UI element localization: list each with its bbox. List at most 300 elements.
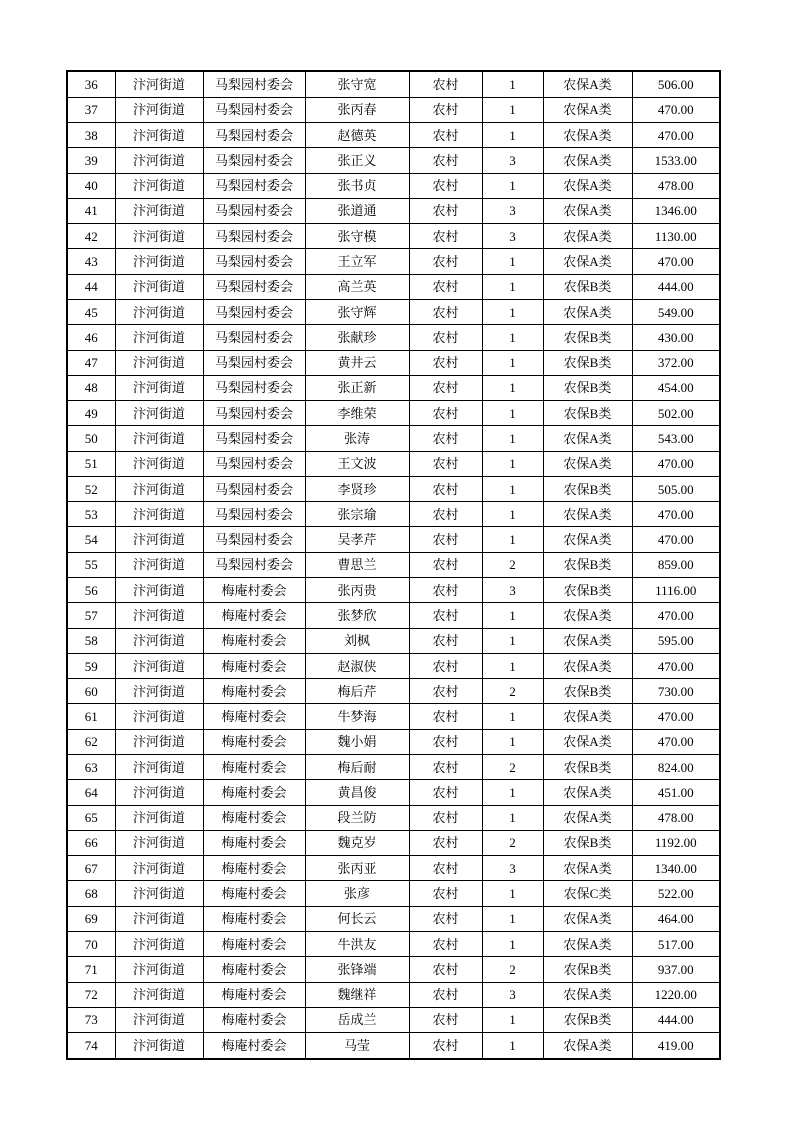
cell-insurance-category: 农保B类 bbox=[543, 552, 632, 577]
cell-row-number: 38 bbox=[67, 122, 115, 147]
cell-residence-type: 农村 bbox=[409, 71, 482, 97]
cell-person-name: 张正义 bbox=[305, 148, 409, 173]
cell-village-committee: 梅庵村委会 bbox=[203, 603, 305, 628]
table-row bbox=[67, 653, 720, 678]
cell-amount: 824.00 bbox=[632, 755, 720, 780]
table-row bbox=[67, 755, 720, 780]
cell-insurance-category: 农保A类 bbox=[543, 906, 632, 931]
cell-row-number: 44 bbox=[67, 274, 115, 299]
table-row bbox=[67, 957, 720, 982]
cell-person-name: 吴孝芹 bbox=[305, 527, 409, 552]
cell-village-committee: 马梨园村委会 bbox=[203, 173, 305, 198]
cell-village-committee: 马梨园村委会 bbox=[203, 299, 305, 324]
cell-person-name: 魏克岁 bbox=[305, 830, 409, 855]
cell-person-name: 梅后耐 bbox=[305, 755, 409, 780]
cell-village-committee: 马梨园村委会 bbox=[203, 198, 305, 223]
cell-street: 汴河街道 bbox=[115, 729, 203, 754]
cell-amount: 470.00 bbox=[632, 729, 720, 754]
table-row bbox=[67, 1033, 720, 1059]
cell-amount: 730.00 bbox=[632, 679, 720, 704]
table-row bbox=[67, 401, 720, 426]
cell-person-name: 张正新 bbox=[305, 375, 409, 400]
cell-row-number: 39 bbox=[67, 148, 115, 173]
cell-village-committee: 梅庵村委会 bbox=[203, 704, 305, 729]
cell-person-name: 魏继祥 bbox=[305, 982, 409, 1007]
cell-residence-type: 农村 bbox=[409, 729, 482, 754]
cell-insurance-category: 农保A类 bbox=[543, 780, 632, 805]
cell-village-committee: 梅庵村委会 bbox=[203, 780, 305, 805]
cell-village-committee: 梅庵村委会 bbox=[203, 578, 305, 603]
cell-insurance-category: 农保A类 bbox=[543, 1033, 632, 1059]
cell-residence-type: 农村 bbox=[409, 299, 482, 324]
cell-insurance-category: 农保A类 bbox=[543, 856, 632, 881]
cell-village-committee: 马梨园村委会 bbox=[203, 148, 305, 173]
cell-insurance-category: 农保A类 bbox=[543, 426, 632, 451]
cell-person-name: 牛洪友 bbox=[305, 931, 409, 956]
cell-person-count: 1 bbox=[482, 122, 543, 147]
table-row bbox=[67, 173, 720, 198]
cell-insurance-category: 农保A类 bbox=[543, 299, 632, 324]
cell-person-name: 张守辉 bbox=[305, 299, 409, 324]
cell-street: 汴河街道 bbox=[115, 755, 203, 780]
cell-insurance-category: 农保A类 bbox=[543, 653, 632, 678]
cell-person-count: 1 bbox=[482, 704, 543, 729]
cell-person-count: 1 bbox=[482, 780, 543, 805]
cell-person-name: 张书贞 bbox=[305, 173, 409, 198]
cell-village-committee: 马梨园村委会 bbox=[203, 426, 305, 451]
cell-person-name: 张守宽 bbox=[305, 71, 409, 97]
cell-row-number: 40 bbox=[67, 173, 115, 198]
table-row bbox=[67, 881, 720, 906]
cell-residence-type: 农村 bbox=[409, 148, 482, 173]
cell-person-count: 1 bbox=[482, 401, 543, 426]
cell-person-count: 1 bbox=[482, 97, 543, 122]
cell-residence-type: 农村 bbox=[409, 679, 482, 704]
cell-village-committee: 马梨园村委会 bbox=[203, 224, 305, 249]
cell-residence-type: 农村 bbox=[409, 881, 482, 906]
cell-village-committee: 梅庵村委会 bbox=[203, 1007, 305, 1032]
cell-street: 汴河街道 bbox=[115, 375, 203, 400]
cell-residence-type: 农村 bbox=[409, 97, 482, 122]
cell-amount: 502.00 bbox=[632, 401, 720, 426]
cell-street: 汴河街道 bbox=[115, 325, 203, 350]
cell-residence-type: 农村 bbox=[409, 805, 482, 830]
cell-residence-type: 农村 bbox=[409, 198, 482, 223]
cell-street: 汴河街道 bbox=[115, 299, 203, 324]
cell-person-name: 张涛 bbox=[305, 426, 409, 451]
cell-insurance-category: 农保A类 bbox=[543, 931, 632, 956]
cell-village-committee: 梅庵村委会 bbox=[203, 729, 305, 754]
table-row bbox=[67, 375, 720, 400]
cell-person-count: 1 bbox=[482, 375, 543, 400]
cell-row-number: 52 bbox=[67, 476, 115, 501]
cell-residence-type: 农村 bbox=[409, 122, 482, 147]
cell-residence-type: 农村 bbox=[409, 552, 482, 577]
cell-person-count: 1 bbox=[482, 628, 543, 653]
cell-person-count: 1 bbox=[482, 805, 543, 830]
cell-person-name: 王文波 bbox=[305, 451, 409, 476]
cell-amount: 517.00 bbox=[632, 931, 720, 956]
cell-row-number: 60 bbox=[67, 679, 115, 704]
cell-insurance-category: 农保A类 bbox=[543, 729, 632, 754]
cell-row-number: 59 bbox=[67, 653, 115, 678]
cell-insurance-category: 农保A类 bbox=[543, 173, 632, 198]
cell-row-number: 61 bbox=[67, 704, 115, 729]
cell-amount: 470.00 bbox=[632, 527, 720, 552]
cell-village-committee: 马梨园村委会 bbox=[203, 325, 305, 350]
table-row bbox=[67, 148, 720, 173]
cell-insurance-category: 农保C类 bbox=[543, 881, 632, 906]
cell-person-count: 1 bbox=[482, 71, 543, 97]
cell-row-number: 63 bbox=[67, 755, 115, 780]
cell-row-number: 37 bbox=[67, 97, 115, 122]
cell-amount: 451.00 bbox=[632, 780, 720, 805]
cell-person-count: 1 bbox=[482, 173, 543, 198]
table-row bbox=[67, 224, 720, 249]
cell-row-number: 62 bbox=[67, 729, 115, 754]
cell-residence-type: 农村 bbox=[409, 502, 482, 527]
cell-village-committee: 梅庵村委会 bbox=[203, 906, 305, 931]
cell-insurance-category: 农保A类 bbox=[543, 704, 632, 729]
cell-street: 汴河街道 bbox=[115, 97, 203, 122]
cell-person-count: 1 bbox=[482, 274, 543, 299]
table-row bbox=[67, 97, 720, 122]
cell-residence-type: 农村 bbox=[409, 704, 482, 729]
cell-street: 汴河街道 bbox=[115, 476, 203, 501]
cell-insurance-category: 农保B类 bbox=[543, 1007, 632, 1032]
cell-village-committee: 梅庵村委会 bbox=[203, 1033, 305, 1059]
cell-person-count: 1 bbox=[482, 325, 543, 350]
cell-street: 汴河街道 bbox=[115, 931, 203, 956]
cell-amount: 419.00 bbox=[632, 1033, 720, 1059]
cell-row-number: 42 bbox=[67, 224, 115, 249]
cell-village-committee: 马梨园村委会 bbox=[203, 401, 305, 426]
table-row bbox=[67, 729, 720, 754]
cell-amount: 1220.00 bbox=[632, 982, 720, 1007]
table-row bbox=[67, 451, 720, 476]
cell-insurance-category: 农保B类 bbox=[543, 350, 632, 375]
cell-person-count: 1 bbox=[482, 603, 543, 628]
cell-village-committee: 马梨园村委会 bbox=[203, 552, 305, 577]
table-row bbox=[67, 679, 720, 704]
cell-person-count: 1 bbox=[482, 451, 543, 476]
cell-residence-type: 农村 bbox=[409, 1007, 482, 1032]
cell-residence-type: 农村 bbox=[409, 375, 482, 400]
cell-residence-type: 农村 bbox=[409, 249, 482, 274]
cell-residence-type: 农村 bbox=[409, 755, 482, 780]
cell-row-number: 64 bbox=[67, 780, 115, 805]
cell-person-count: 1 bbox=[482, 476, 543, 501]
cell-insurance-category: 农保B类 bbox=[543, 401, 632, 426]
cell-residence-type: 农村 bbox=[409, 856, 482, 881]
cell-street: 汴河街道 bbox=[115, 578, 203, 603]
cell-row-number: 43 bbox=[67, 249, 115, 274]
cell-street: 汴河街道 bbox=[115, 628, 203, 653]
cell-insurance-category: 农保B类 bbox=[543, 755, 632, 780]
table-row bbox=[67, 906, 720, 931]
cell-person-name: 张守模 bbox=[305, 224, 409, 249]
cell-village-committee: 马梨园村委会 bbox=[203, 274, 305, 299]
cell-street: 汴河街道 bbox=[115, 906, 203, 931]
cell-person-name: 高兰英 bbox=[305, 274, 409, 299]
cell-person-name: 黄昌俊 bbox=[305, 780, 409, 805]
cell-person-name: 张宗瑜 bbox=[305, 502, 409, 527]
cell-person-count: 1 bbox=[482, 881, 543, 906]
cell-amount: 1340.00 bbox=[632, 856, 720, 881]
cell-insurance-category: 农保B类 bbox=[543, 325, 632, 350]
cell-row-number: 41 bbox=[67, 198, 115, 223]
cell-residence-type: 农村 bbox=[409, 830, 482, 855]
cell-person-name: 段兰防 bbox=[305, 805, 409, 830]
cell-residence-type: 农村 bbox=[409, 401, 482, 426]
table-row bbox=[67, 426, 720, 451]
cell-row-number: 71 bbox=[67, 957, 115, 982]
cell-village-committee: 梅庵村委会 bbox=[203, 679, 305, 704]
cell-amount: 1533.00 bbox=[632, 148, 720, 173]
cell-village-committee: 马梨园村委会 bbox=[203, 476, 305, 501]
cell-street: 汴河街道 bbox=[115, 982, 203, 1007]
cell-person-count: 3 bbox=[482, 224, 543, 249]
cell-street: 汴河街道 bbox=[115, 881, 203, 906]
cell-village-committee: 梅庵村委会 bbox=[203, 881, 305, 906]
cell-street: 汴河街道 bbox=[115, 653, 203, 678]
cell-insurance-category: 农保A类 bbox=[543, 97, 632, 122]
cell-insurance-category: 农保B类 bbox=[543, 578, 632, 603]
cell-residence-type: 农村 bbox=[409, 350, 482, 375]
cell-person-name: 张彦 bbox=[305, 881, 409, 906]
cell-person-name: 张丙亚 bbox=[305, 856, 409, 881]
table-row bbox=[67, 476, 720, 501]
cell-village-committee: 马梨园村委会 bbox=[203, 249, 305, 274]
cell-row-number: 55 bbox=[67, 552, 115, 577]
cell-village-committee: 梅庵村委会 bbox=[203, 830, 305, 855]
cell-village-committee: 梅庵村委会 bbox=[203, 931, 305, 956]
cell-amount: 1116.00 bbox=[632, 578, 720, 603]
cell-row-number: 74 bbox=[67, 1033, 115, 1059]
cell-insurance-category: 农保A类 bbox=[543, 451, 632, 476]
cell-street: 汴河街道 bbox=[115, 856, 203, 881]
cell-person-count: 3 bbox=[482, 578, 543, 603]
cell-amount: 478.00 bbox=[632, 173, 720, 198]
cell-person-count: 2 bbox=[482, 957, 543, 982]
cell-street: 汴河街道 bbox=[115, 603, 203, 628]
cell-village-committee: 马梨园村委会 bbox=[203, 375, 305, 400]
cell-insurance-category: 农保A类 bbox=[543, 198, 632, 223]
cell-insurance-category: 农保A类 bbox=[543, 603, 632, 628]
cell-person-count: 3 bbox=[482, 148, 543, 173]
cell-street: 汴河街道 bbox=[115, 1007, 203, 1032]
cell-village-committee: 马梨园村委会 bbox=[203, 502, 305, 527]
cell-village-committee: 马梨园村委会 bbox=[203, 97, 305, 122]
table-row bbox=[67, 704, 720, 729]
cell-amount: 470.00 bbox=[632, 603, 720, 628]
cell-person-name: 李贤珍 bbox=[305, 476, 409, 501]
table-row bbox=[67, 628, 720, 653]
cell-person-count: 3 bbox=[482, 198, 543, 223]
cell-person-count: 1 bbox=[482, 249, 543, 274]
cell-amount: 543.00 bbox=[632, 426, 720, 451]
table-row bbox=[67, 856, 720, 881]
cell-insurance-category: 农保A类 bbox=[543, 805, 632, 830]
cell-person-count: 1 bbox=[482, 502, 543, 527]
cell-amount: 430.00 bbox=[632, 325, 720, 350]
cell-row-number: 47 bbox=[67, 350, 115, 375]
cell-person-name: 岳成兰 bbox=[305, 1007, 409, 1032]
cell-residence-type: 农村 bbox=[409, 451, 482, 476]
cell-amount: 470.00 bbox=[632, 451, 720, 476]
cell-amount: 470.00 bbox=[632, 502, 720, 527]
cell-street: 汴河街道 bbox=[115, 502, 203, 527]
cell-residence-type: 农村 bbox=[409, 426, 482, 451]
cell-amount: 1192.00 bbox=[632, 830, 720, 855]
cell-street: 汴河街道 bbox=[115, 401, 203, 426]
cell-person-name: 张丙贵 bbox=[305, 578, 409, 603]
cell-amount: 859.00 bbox=[632, 552, 720, 577]
cell-insurance-category: 农保B类 bbox=[543, 830, 632, 855]
cell-village-committee: 马梨园村委会 bbox=[203, 451, 305, 476]
cell-amount: 470.00 bbox=[632, 249, 720, 274]
cell-street: 汴河街道 bbox=[115, 527, 203, 552]
cell-person-name: 魏小娟 bbox=[305, 729, 409, 754]
cell-row-number: 67 bbox=[67, 856, 115, 881]
pension-records-table bbox=[66, 70, 721, 1060]
cell-street: 汴河街道 bbox=[115, 122, 203, 147]
cell-person-count: 1 bbox=[482, 729, 543, 754]
cell-street: 汴河街道 bbox=[115, 679, 203, 704]
cell-row-number: 36 bbox=[67, 71, 115, 97]
cell-village-committee: 马梨园村委会 bbox=[203, 71, 305, 97]
cell-person-name: 李维荣 bbox=[305, 401, 409, 426]
cell-person-count: 1 bbox=[482, 426, 543, 451]
cell-amount: 522.00 bbox=[632, 881, 720, 906]
table-row bbox=[67, 249, 720, 274]
cell-insurance-category: 农保B类 bbox=[543, 375, 632, 400]
cell-street: 汴河街道 bbox=[115, 274, 203, 299]
cell-street: 汴河街道 bbox=[115, 552, 203, 577]
cell-person-name: 牛梦海 bbox=[305, 704, 409, 729]
cell-row-number: 70 bbox=[67, 931, 115, 956]
table-row bbox=[67, 603, 720, 628]
table-row bbox=[67, 552, 720, 577]
cell-person-name: 张道通 bbox=[305, 198, 409, 223]
table-row bbox=[67, 350, 720, 375]
cell-village-committee: 马梨园村委会 bbox=[203, 527, 305, 552]
cell-residence-type: 农村 bbox=[409, 1033, 482, 1059]
cell-street: 汴河街道 bbox=[115, 249, 203, 274]
table-row bbox=[67, 299, 720, 324]
cell-person-name: 梅后芹 bbox=[305, 679, 409, 704]
cell-insurance-category: 农保A类 bbox=[543, 527, 632, 552]
cell-row-number: 48 bbox=[67, 375, 115, 400]
cell-residence-type: 农村 bbox=[409, 628, 482, 653]
cell-person-count: 3 bbox=[482, 982, 543, 1007]
cell-person-name: 赵德英 bbox=[305, 122, 409, 147]
cell-residence-type: 农村 bbox=[409, 653, 482, 678]
cell-row-number: 57 bbox=[67, 603, 115, 628]
cell-amount: 464.00 bbox=[632, 906, 720, 931]
cell-amount: 478.00 bbox=[632, 805, 720, 830]
table-row bbox=[67, 578, 720, 603]
cell-amount: 937.00 bbox=[632, 957, 720, 982]
cell-residence-type: 农村 bbox=[409, 224, 482, 249]
cell-amount: 505.00 bbox=[632, 476, 720, 501]
cell-residence-type: 农村 bbox=[409, 780, 482, 805]
cell-street: 汴河街道 bbox=[115, 780, 203, 805]
cell-residence-type: 农村 bbox=[409, 527, 482, 552]
cell-row-number: 68 bbox=[67, 881, 115, 906]
cell-residence-type: 农村 bbox=[409, 957, 482, 982]
table-row bbox=[67, 502, 720, 527]
cell-person-count: 2 bbox=[482, 552, 543, 577]
cell-insurance-category: 农保A类 bbox=[543, 71, 632, 97]
table-row bbox=[67, 931, 720, 956]
cell-row-number: 56 bbox=[67, 578, 115, 603]
cell-row-number: 53 bbox=[67, 502, 115, 527]
cell-row-number: 73 bbox=[67, 1007, 115, 1032]
cell-insurance-category: 农保A类 bbox=[543, 224, 632, 249]
cell-amount: 506.00 bbox=[632, 71, 720, 97]
cell-residence-type: 农村 bbox=[409, 931, 482, 956]
cell-person-name: 曹思兰 bbox=[305, 552, 409, 577]
cell-village-committee: 梅庵村委会 bbox=[203, 805, 305, 830]
cell-street: 汴河街道 bbox=[115, 426, 203, 451]
cell-person-count: 2 bbox=[482, 830, 543, 855]
cell-insurance-category: 农保A类 bbox=[543, 982, 632, 1007]
cell-insurance-category: 农保B类 bbox=[543, 679, 632, 704]
cell-person-count: 1 bbox=[482, 1007, 543, 1032]
table-body bbox=[67, 71, 720, 1059]
cell-street: 汴河街道 bbox=[115, 350, 203, 375]
cell-amount: 549.00 bbox=[632, 299, 720, 324]
cell-person-count: 2 bbox=[482, 679, 543, 704]
table-row bbox=[67, 71, 720, 97]
cell-street: 汴河街道 bbox=[115, 830, 203, 855]
cell-person-count: 1 bbox=[482, 299, 543, 324]
cell-insurance-category: 农保A类 bbox=[543, 502, 632, 527]
table-row bbox=[67, 805, 720, 830]
cell-row-number: 49 bbox=[67, 401, 115, 426]
cell-amount: 444.00 bbox=[632, 274, 720, 299]
cell-residence-type: 农村 bbox=[409, 476, 482, 501]
cell-village-committee: 梅庵村委会 bbox=[203, 982, 305, 1007]
cell-person-name: 马莹 bbox=[305, 1033, 409, 1059]
table-row bbox=[67, 780, 720, 805]
cell-person-name: 张梦欣 bbox=[305, 603, 409, 628]
cell-street: 汴河街道 bbox=[115, 957, 203, 982]
cell-village-committee: 梅庵村委会 bbox=[203, 957, 305, 982]
cell-person-name: 何长云 bbox=[305, 906, 409, 931]
cell-village-committee: 马梨园村委会 bbox=[203, 122, 305, 147]
table-row bbox=[67, 982, 720, 1007]
cell-person-name: 黄井云 bbox=[305, 350, 409, 375]
cell-insurance-category: 农保B类 bbox=[543, 957, 632, 982]
cell-insurance-category: 农保A类 bbox=[543, 628, 632, 653]
cell-street: 汴河街道 bbox=[115, 704, 203, 729]
cell-amount: 470.00 bbox=[632, 704, 720, 729]
table-row bbox=[67, 1007, 720, 1032]
cell-street: 汴河街道 bbox=[115, 71, 203, 97]
table-row bbox=[67, 527, 720, 552]
cell-row-number: 58 bbox=[67, 628, 115, 653]
cell-street: 汴河街道 bbox=[115, 224, 203, 249]
cell-amount: 470.00 bbox=[632, 97, 720, 122]
cell-row-number: 45 bbox=[67, 299, 115, 324]
table-row bbox=[67, 274, 720, 299]
cell-residence-type: 农村 bbox=[409, 173, 482, 198]
cell-insurance-category: 农保B类 bbox=[543, 274, 632, 299]
cell-person-count: 1 bbox=[482, 653, 543, 678]
cell-person-count: 3 bbox=[482, 856, 543, 881]
